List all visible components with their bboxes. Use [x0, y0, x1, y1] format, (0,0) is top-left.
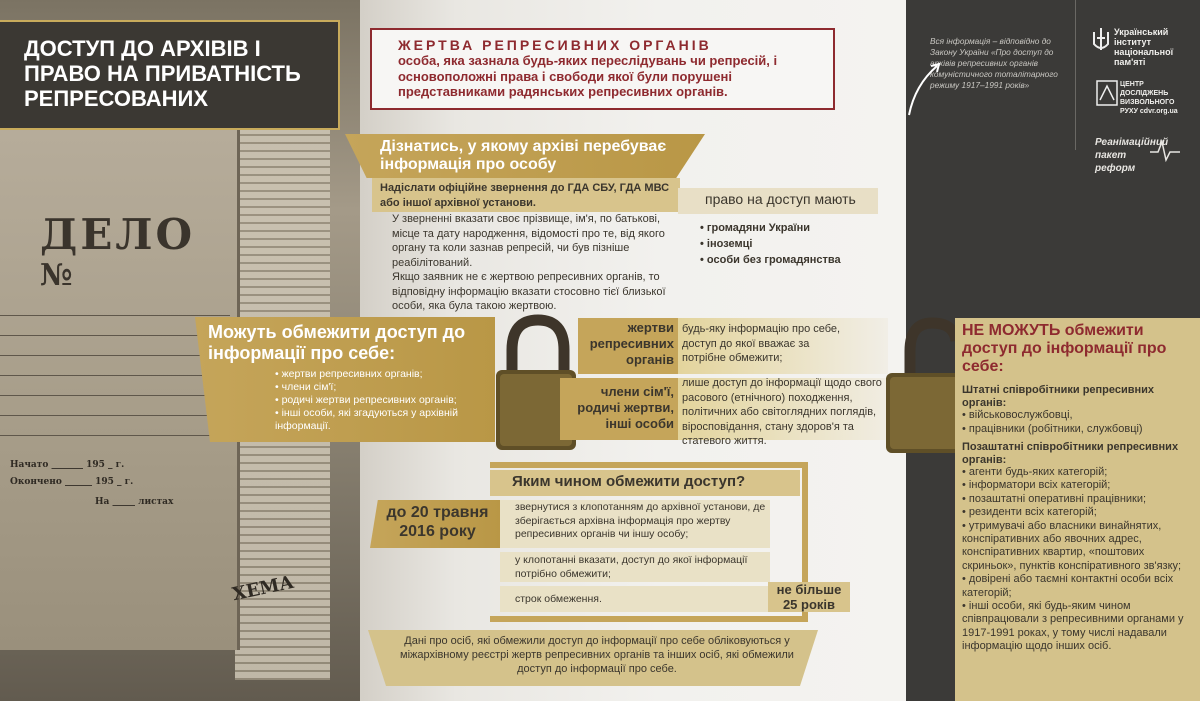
- freelance-item: • довірені або таємні контактні особи всіх категорій;: [962, 573, 1194, 600]
- max-term: не більше 25 років: [768, 582, 850, 612]
- freelance-item: • резиденти всіх категорій;: [962, 506, 1194, 519]
- folder-number: №: [40, 258, 73, 293]
- law-note: Вся інформація – відповідно до Закону України «Про доступ до архівів репресивних органів комуністичного тоталітарного режиму 1917–1991 років»: [930, 36, 1058, 90]
- heartbeat-icon: [1150, 140, 1180, 162]
- request-text: Надіслати офіційне звернення до ГДА СБУ, ГДА МВС або іншої архівної установи.: [380, 182, 670, 209]
- can-restrict-list: [275, 368, 490, 433]
- access-right-item: • особи без громадянства: [700, 252, 841, 268]
- access-right-header: право на доступ мають: [705, 191, 856, 207]
- family-text: лише доступ до інформації щодо свого расового (етнічного) походження, політичних або світоглядних поглядів, віросповідання, стану здоров'я та статевого життя.: [682, 377, 882, 447]
- freelance-item: • інші особи, які будь-яким чином співпрацювали з репресивними органами у 1917-1991 роках, у тому числі надавали інформацію щодо інших осіб.: [962, 600, 1194, 654]
- request-para-1: У зверненні вказати своє прізвище, ім'я, по батькові, місце та дату народження, відомості про те, від якого органу та коли зазнав репресій, чи був пізніше реабілітований.: [392, 213, 665, 269]
- folder-started: Начато _______ 195 _ г.: [10, 460, 125, 470]
- arrow-icon: [905, 60, 945, 120]
- divider: [1075, 0, 1076, 150]
- can-restrict-item: • родичі жертви репресивних органів;: [275, 394, 490, 407]
- folder-sheets: На _____ листах: [95, 497, 174, 507]
- staff-item: • військовослужбовці,: [962, 409, 1192, 423]
- freelance-item: • інформатори всіх категорій;: [962, 479, 1194, 492]
- step-3: строк обмеження.: [515, 593, 602, 605]
- find-out-header: Дізнатись, у якому архіві перебуває інформація про особу: [380, 138, 667, 173]
- freelance-list: [962, 466, 1194, 654]
- definition-title: ЖЕРТВА РЕПРЕСИВНИХ ОРГАНІВ: [398, 37, 712, 53]
- definition-text: особа, яка зазнала будь-яких переслідувань чи репресій, і основоположні права і свободи якої були порушені представниками радянських репресивних органів.: [398, 53, 778, 99]
- staff-item: • працівники (робітники, службовці): [962, 423, 1192, 437]
- center-logo-icon: [1096, 80, 1118, 106]
- victims-label: жертви репресивних органів: [589, 320, 674, 367]
- how-to-header: Яким чином обмежити доступ?: [512, 473, 746, 490]
- folder-word: ДЕЛО: [40, 210, 196, 259]
- folder-ended: Окончено ______ 195 _ г.: [10, 477, 134, 487]
- registry-text: Дані про осіб, які обмежили доступ до інформації про себе обліковуються у міжархівному реєстрі жертв репресивних органів та інших осіб, які обмежили доступ до інформації про себе.: [400, 635, 794, 675]
- can-restrict-item: • інші особи, які згадуються у архівній інформації.: [275, 407, 490, 433]
- logo-rpr: Реанімаційний пакет реформ: [1095, 137, 1169, 174]
- freelance-item: • утримувачі або власники винайнятих, конспіративних або явочних адрес, конспіративних квартир, «поштових скриньок», пунктів конспіративного зв'язку;: [962, 520, 1194, 574]
- staff-list: [962, 409, 1192, 436]
- step-2: у клопотанні вказати, доступ до якої інформації потрібно обмежити;: [515, 554, 748, 580]
- trident-icon: [1092, 26, 1110, 54]
- logo-uinp: Український інститут національної пам'яті: [1114, 27, 1174, 67]
- staff-title: Штатні співробітники репресивних органів:: [962, 384, 1155, 409]
- can-restrict-item: • члени сім'ї;: [275, 381, 490, 394]
- access-right-item: • іноземці: [700, 236, 841, 252]
- access-right-item: • громадяни України: [700, 220, 841, 236]
- folder-rotated-word: ХЕМА: [230, 571, 296, 606]
- freelance-item: • позаштатні оперативні працівники;: [962, 493, 1194, 506]
- cannot-restrict-header: НЕ МОЖУТЬ обмежити доступ до інформації про себе:: [962, 322, 1167, 375]
- step-1: звернутися з клопотанням до архівної установи, де зберігається архівна інформація про жертву репресивних органів чи іншу особу;: [515, 501, 766, 540]
- can-restrict-header: Можуть обмежити доступ до інформації про себе:: [208, 322, 466, 363]
- freelance-title: Позаштатні співробітники репресивних органів:: [962, 441, 1179, 466]
- can-restrict-item: • жертви репресивних органів;: [275, 368, 490, 381]
- freelance-item: • агенти будь-яких категорій;: [962, 466, 1194, 479]
- access-right-list: [700, 220, 841, 268]
- victims-text: будь-яку інформацію про себе, доступ до якої вважає за потрібне обмежити;: [682, 323, 841, 364]
- family-label: члени сім'ї, родичі жертви, інші особи: [577, 384, 674, 431]
- page-title: ДОСТУП ДО АРХІВІВ І ПРАВО НА ПРИВАТНІСТЬ РЕПРЕСОВАНИХ: [24, 36, 301, 111]
- request-para-2: Якщо заявник не є жертвою репресивних органів, то відповідну інформацію вказати стосовно тієї близької особи, яка була такою жертвою.: [392, 271, 666, 312]
- deadline: до 20 травня 2016 року: [386, 504, 489, 540]
- logo-center: ЦЕНТР ДОСЛІДЖЕНЬ ВИЗВОЛЬНОГО РУХУ cdvr.org.ua: [1120, 81, 1178, 115]
